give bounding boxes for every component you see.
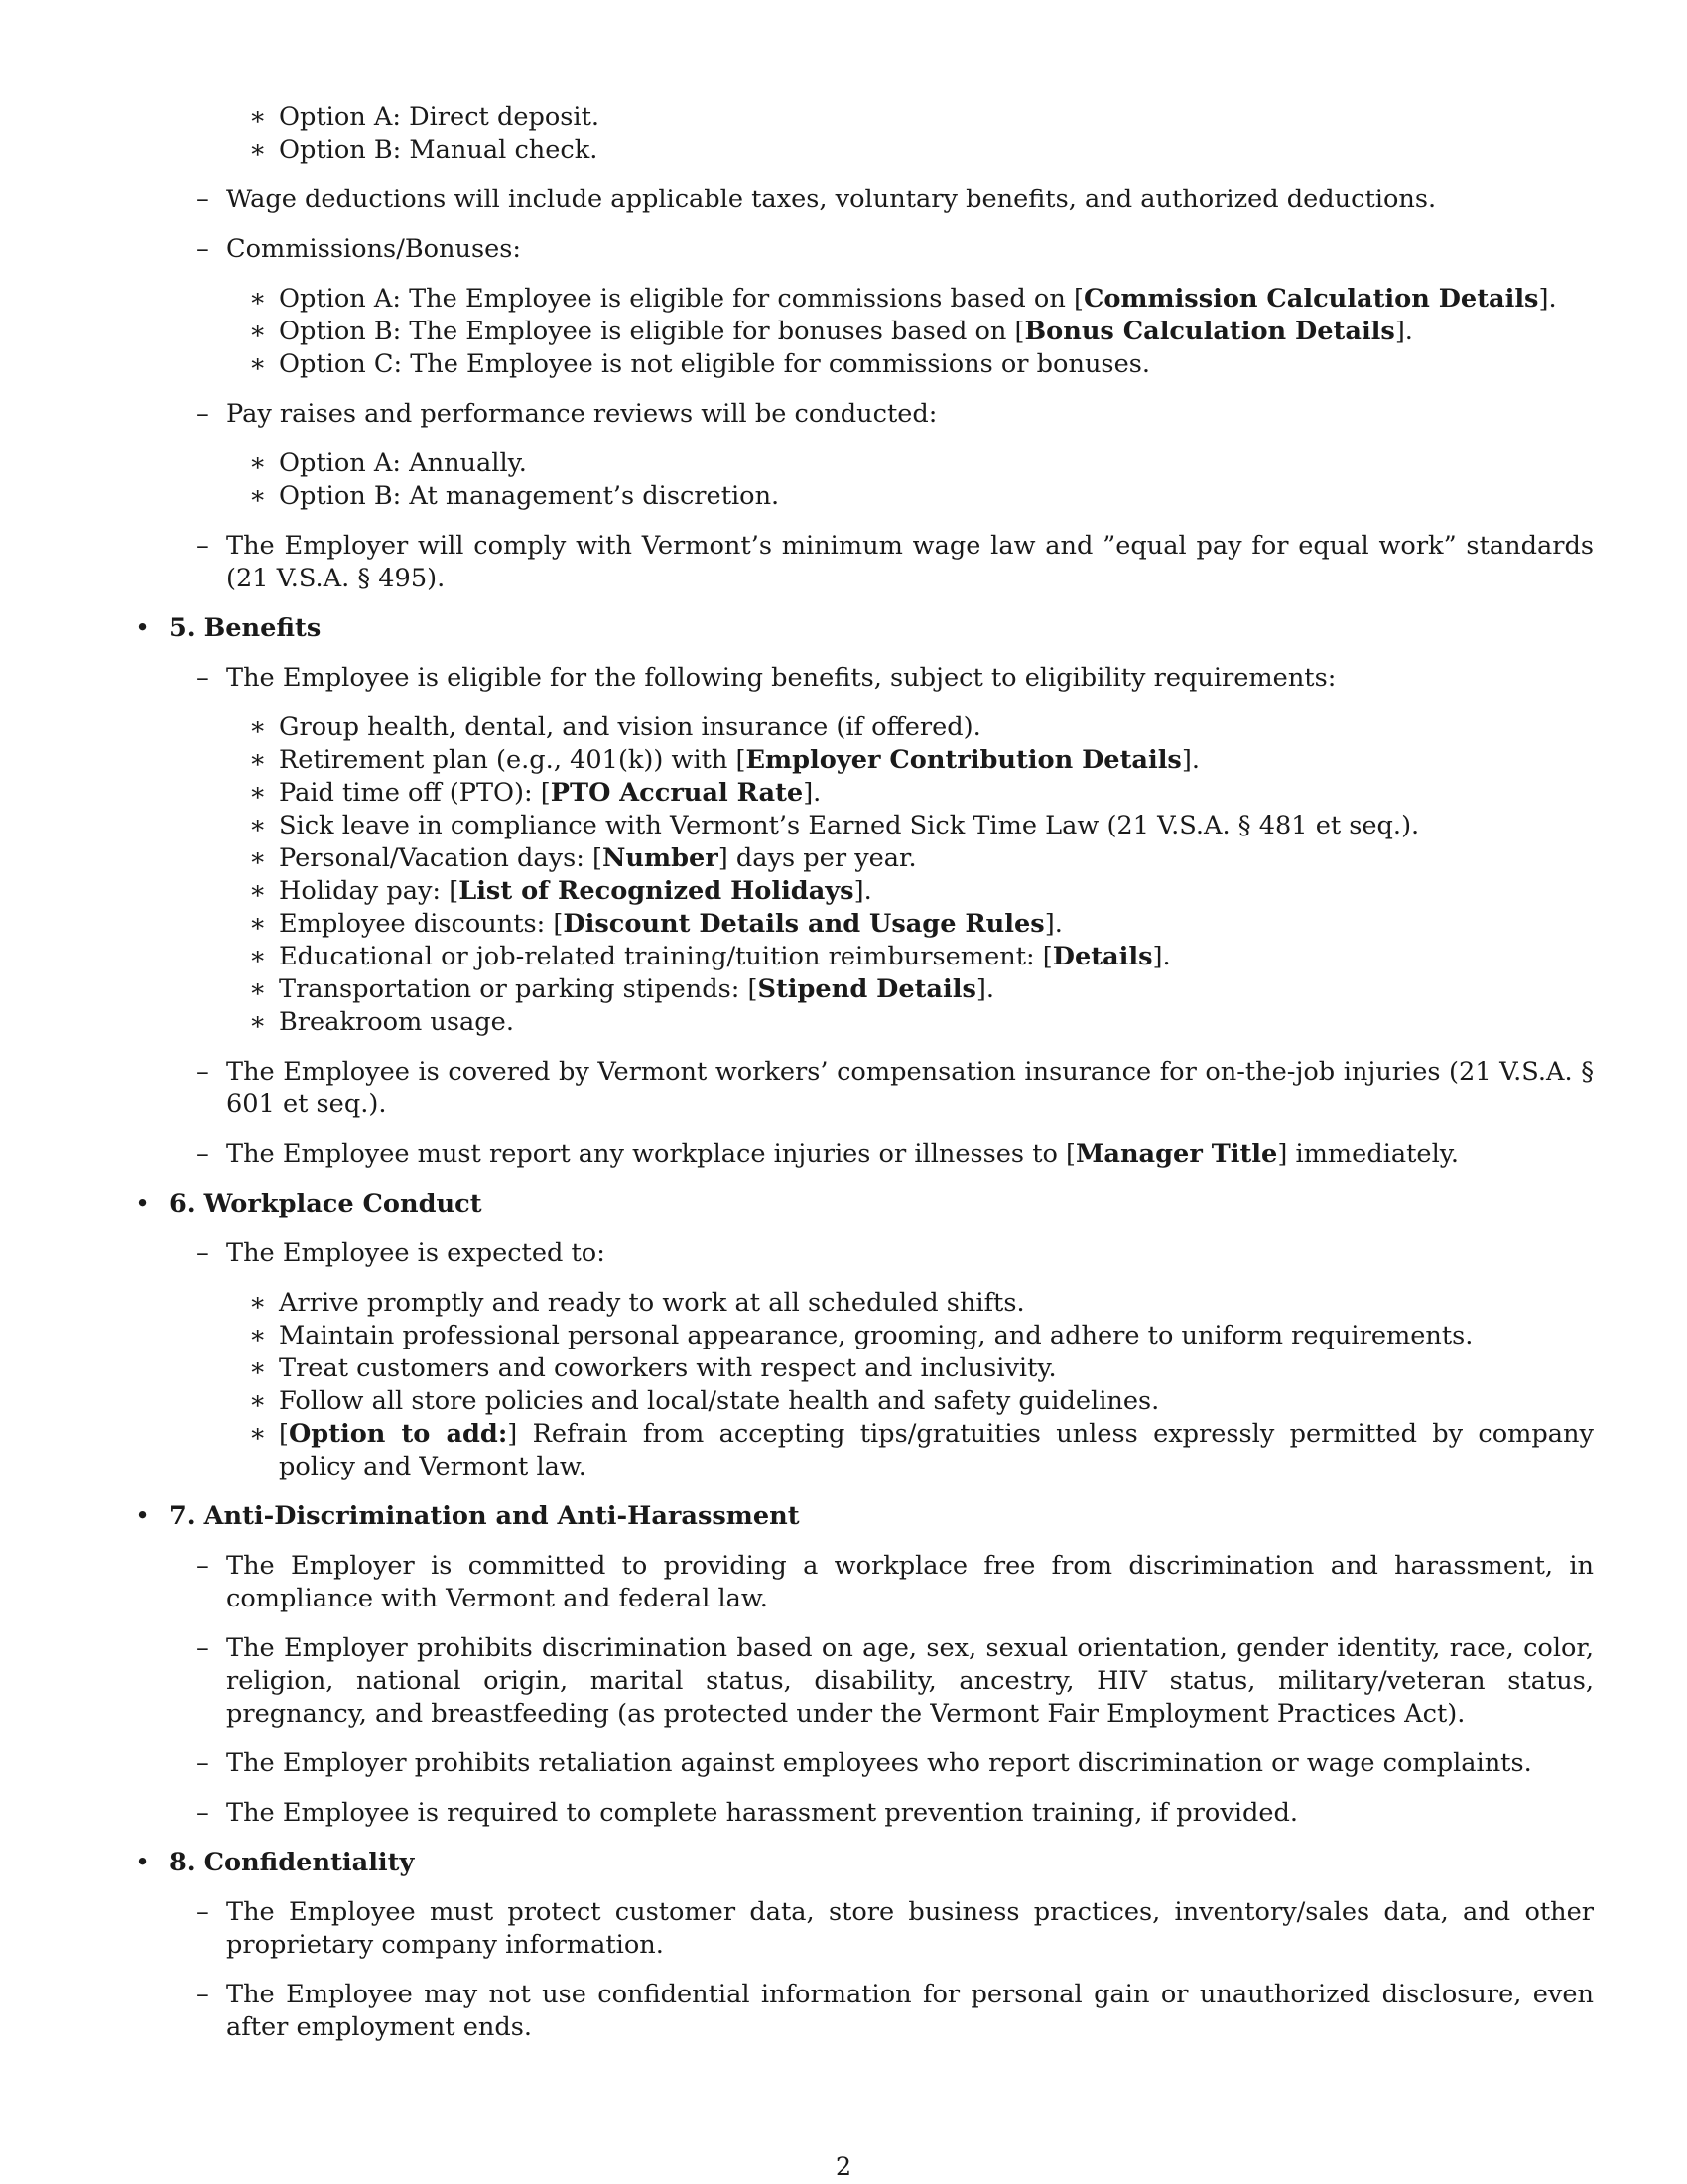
page-number: 2 <box>835 2152 852 2182</box>
document-page: ∗ Option A: Direct deposit. ∗ Option B: Manual check. – Wage deductions will include applicable taxes, voluntary benefits, and authorized deductions. – Commissions/Bonuses: ∗ Option A: The Employee is eligible for commissions based on [Commission Calculation Details]. ∗ Option B: The Employee is eligible for bonuses based on [Bonus Calculation Details]. ∗ Option C: The Employee is not eligible for commissions or bonuses. – Pay raises and performance reviews will be conducted: ∗ Option A: Annually. ∗ Option B: At management’s discretion. – The Employer will comply with Vermont’s minimum wage law and ”equal pay for equal work” standards (21 V.S.A. § 495). • 5. Benefits – The Employee is eligible for the following benefits, subject to eligibility requirements: ∗ Group health, dental, and vision insurance (if offered). ∗ Retirement plan (e.g., 401(k)) with [Employer Contribution Details]. ∗ Paid time off (PTO): [PTO Accrual Rate]. ∗ Sick leave in compliance with Vermont’s Earned Sick Time Law (21 V.S.A. § 481 et seq.). ∗ Personal/Vacation days: [Number] days per year. ∗ Holiday pay: [List of Recognized Holidays]. ∗ Employee discounts: [Discount Details and Usage Rules]. ∗ Educational or job-related training/tuition reimbursement: [Details]. ∗ Transportation or parking stipends: [Stipend Details]. ∗ Breakroom usage. – The Employee is covered by Vermont workers’ compensation insurance for on-the-job injuries (21 V.S.A. § 601 et seq.). – The Employee must report any workplace injuries or illnesses to [Manager Title] immediately. • 6. Workplace Conduct – The Employee is expected to: ∗ Arrive promptly and ready to work at all scheduled shifts. ∗ Maintain professional personal appearance, grooming, and adhere to uniform requirements. ∗ Treat customers and coworkers with respect and inclusivity. ∗ Follow all store policies and local/state health and safety guidelines. ∗ [Option to add:] Refrain from accepting tips/gratuities unless expressly permitted by company policy and Vermont law. • 7. Anti-Discrimination and Anti-Harassment – The Employer is committed to providing a workplace free from discrimination and harassment, in compliance with Vermont and federal law. – The Employer prohibits discrimination based on age, sex, sexual orientation, gender identity, race, color, religion, national origin, marital status, disability, ancestry, HIV status, military/veteran status, pregnancy, and breastfeeding (as protected under the Vermont Fair Employment Practices Act). – The Employer prohibits retaliation against employees who report discrimination or wage complaints. – The Employee is required to complete harassment prevention training, if provided. • 8. Confidentiality – The Employee must protect customer data, store business practices, inventory/sales data, and other proprietary company information. – The Employee may not use confidential information for personal gain or unauthorized disclosure, even after employment ends. 2 <box>0 0 1687 2183</box>
